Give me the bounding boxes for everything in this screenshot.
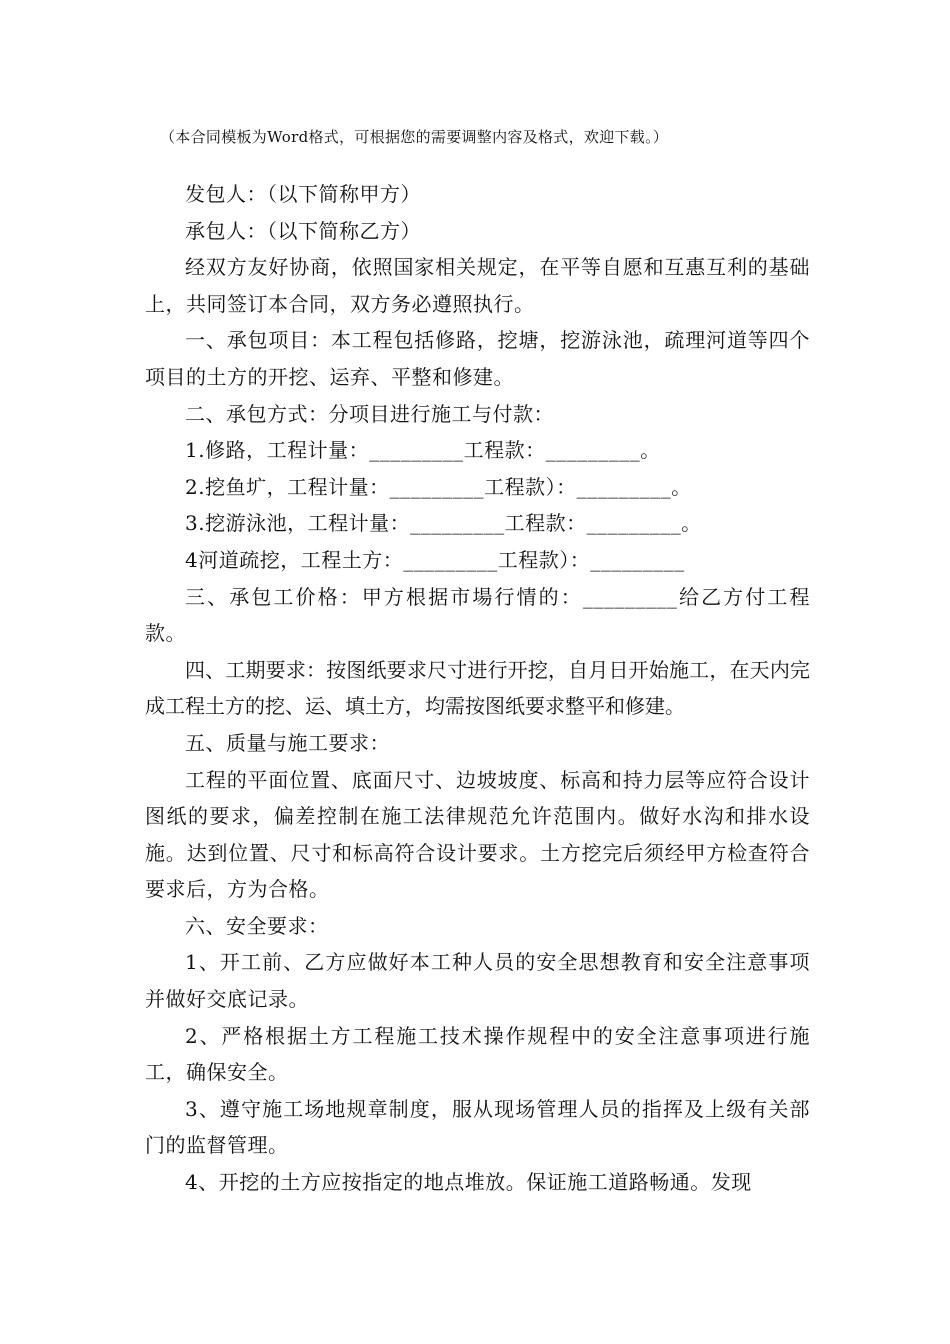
- safety-item-3: 3、遵守施工场地规章制度，服从现场管理人员的指挥及上级有关部门的监督管理。: [145, 1096, 810, 1158]
- section-5-heading: 五、质量与施工要求：: [185, 730, 390, 755]
- contract-body: [145, 176, 810, 1201]
- item-2-pond: 2.挖鱼圹，工程计量：_________工程款）：_________。: [185, 474, 692, 499]
- item-4-river: 4河道疏挖，工程土方：_________工程款）：_________: [185, 547, 685, 572]
- safety-item-4: 4、开挖的土方应按指定的地点堆放。保证施工道路畅通。发现: [185, 1170, 752, 1195]
- section-1-scope: 一、承包项目：本工程包括修路，挖塘，挖游泳池，疏理河道等四个项目的土方的开挖、运弃、平整和修建。: [145, 328, 810, 389]
- item-1-road: 1.修路，工程计量：_________工程款：_________。: [185, 438, 661, 463]
- section-2-method: 二、承包方式：分项目进行施工与付款：: [185, 401, 554, 426]
- safety-item-1: 1、开工前、乙方应做好本工种人员的安全思想教育和安全注意事项并做好交底记录。: [145, 950, 810, 1012]
- contractor-line: 承包人：（以下简称乙方）: [185, 218, 421, 243]
- item-3-pool: 3.挖游泳池，工程计量：_________工程款：_________。: [185, 511, 702, 536]
- section-6-heading: 六、安全要求：: [185, 913, 329, 938]
- section-3-price: 三、承包工价格：甲方根据市場行情的：_________给乙方付工程款。: [145, 584, 810, 646]
- safety-item-2: 2、严格根据土方工程施工技术操作规程中的安全注意事项进行施工，确保安全。: [145, 1023, 810, 1085]
- template-note: （本合同模板为Word格式，可根据您的需要调整内容及格式，欢迎下载。）: [160, 128, 669, 146]
- intro-paragraph: 经双方友好协商，依照国家相关规定，在平等自愿和互惠互利的基础上，共同签订本合同，双方务必遵照执行。: [145, 255, 810, 316]
- section-4-schedule: 四、工期要求：按图纸要求尺寸进行开挖，自月日开始施工，在天内完成工程土方的挖、运、填土方，均需按图纸要求整平和修建。: [145, 657, 810, 719]
- employer-line: 发包人：（以下简称甲方）: [185, 182, 421, 206]
- section-5-quality: 工程的平面位置、底面尺寸、边坡坡度、标高和持力层等应符合设计图纸的要求，偏差控制在施工法律规范允许范围内。做好水沟和排水设施。达到位置、尺寸和标高符合设计要求。土方挖完后须经甲方检查符合要求后，方为合格。: [145, 767, 810, 902]
